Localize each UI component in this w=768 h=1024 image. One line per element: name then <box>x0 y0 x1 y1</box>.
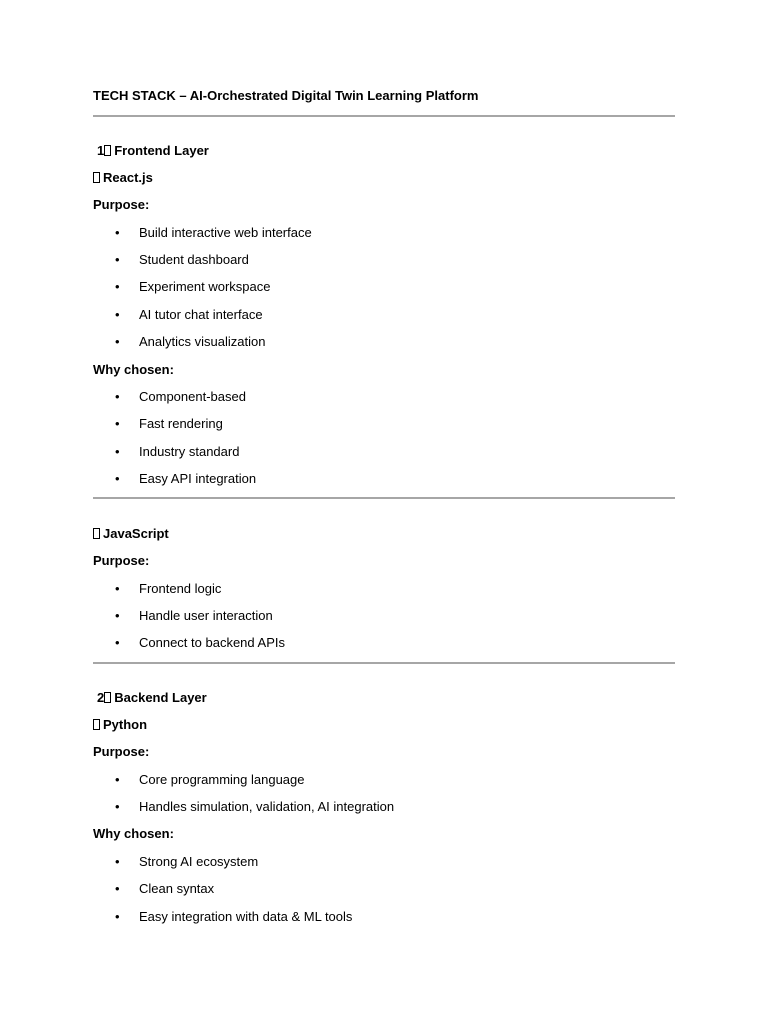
why-label: Why chosen: <box>93 826 174 841</box>
placeholder-glyph-icon <box>93 528 100 539</box>
tech-heading-python <box>93 717 147 733</box>
placeholder-glyph-icon <box>104 145 111 156</box>
purpose-label: Purpose: <box>93 197 150 212</box>
tech-heading-react <box>93 170 153 186</box>
section-title: Backend Layer <box>114 690 207 705</box>
purpose-label: Purpose: <box>93 744 150 759</box>
section-heading-frontend <box>97 143 209 159</box>
bullet-icon: • <box>115 279 120 294</box>
bullet-icon: • <box>115 854 120 869</box>
bullet-icon: • <box>115 881 120 896</box>
divider <box>93 115 675 117</box>
bullet-icon: • <box>115 608 120 623</box>
divider <box>93 662 675 664</box>
tech-heading-javascript <box>93 526 169 542</box>
tech-name: Python <box>103 717 148 732</box>
section-heading-backend <box>97 690 207 706</box>
document-title: TECH STACK – AI-Orchestrated Digital Twin Learning Platform <box>93 88 479 103</box>
bullet-icon: • <box>115 252 120 267</box>
bullet-icon: • <box>115 389 120 404</box>
bullet-icon: • <box>115 416 120 431</box>
bullet-icon: • <box>115 444 120 459</box>
bullet-icon: • <box>115 772 120 787</box>
bullet-icon: • <box>115 334 120 349</box>
bullet-icon: • <box>115 799 120 814</box>
section-number: 1 <box>97 143 105 158</box>
bullet-icon: • <box>115 225 120 240</box>
bullet-icon: • <box>115 471 120 486</box>
bullet-icon: • <box>115 581 120 596</box>
bullet-icon: • <box>115 307 120 322</box>
section-number: 2 <box>97 690 105 705</box>
why-label: Why chosen: <box>93 362 174 377</box>
divider <box>93 497 675 499</box>
placeholder-glyph-icon <box>104 692 111 703</box>
purpose-label: Purpose: <box>93 553 150 568</box>
placeholder-glyph-icon <box>93 172 100 183</box>
tech-name: JavaScript <box>103 526 169 541</box>
placeholder-glyph-icon <box>93 719 100 730</box>
tech-name: React.js <box>103 170 153 185</box>
bullet-icon: • <box>115 909 120 924</box>
section-title: Frontend Layer <box>114 143 209 158</box>
bullet-icon: • <box>115 635 120 650</box>
